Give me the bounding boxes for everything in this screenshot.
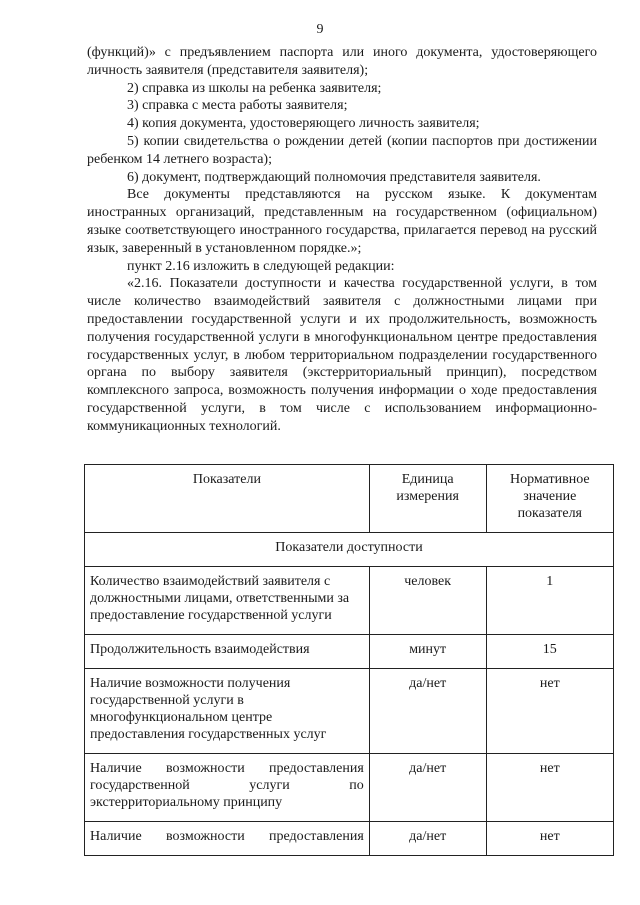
paragraph: 2) справка из школы на ребенка заявителя;	[127, 80, 382, 96]
unit-cell: да/нет	[369, 669, 486, 754]
paragraph: пункт 2.16 изложить в следующей редакции:	[127, 258, 395, 274]
paragraph: Все документы представляются на русском языке. К документам иностранных организаций, представленным на государственном (официальном) языке соответствующего иностранного государства, прилагается перевод на русский язык, заверенный в установленном порядке.»;	[87, 187, 597, 256]
unit-cell: да/нет	[369, 822, 486, 856]
indicator-cell: Наличие возможности получения государственной услуги в многофункциональном центре предоставления государственных услуг	[85, 669, 370, 754]
indicator-cell: Продолжительность взаимодействия	[85, 635, 370, 669]
paragraph: 5) копии свидетельства о рождении детей (копии паспортов при достижении ребенком 14 летнего возраста);	[87, 133, 597, 167]
paragraph: 6) документ, подтверждающий полномочия представителя заявителя.	[127, 169, 541, 185]
value-cell: нет	[486, 754, 613, 822]
unit-cell: минут	[369, 635, 486, 669]
value-cell: нет	[486, 822, 613, 856]
value-cell: 1	[486, 567, 613, 635]
indicators-table	[84, 464, 614, 856]
page-number: 9	[316, 22, 324, 37]
table-row	[85, 669, 614, 754]
header-value: Нормативное значение показателя	[486, 465, 613, 533]
paragraph: «2.16. Показатели доступности и качества государственной услуги, в том числе количество взаимодействий заявителя с должностными лицами при предоставлении государственной услуги и их продолжительность, возможность получения государственной услуги в многофункциональном центре предоставления государственных услуг, в любом территориальном подразделении государственного органа по выбору заявителя (экстерриториальный принцип), посредством комплексного запроса, возможность получения информации о ходе предоставления государственной услуги, в том числе с использованием информационно-коммуникационных технологий.	[87, 276, 597, 434]
table-row	[85, 822, 614, 856]
header-unit: Единица измерения	[369, 465, 486, 533]
header-indicator: Показатели	[85, 465, 370, 533]
paragraph: 4) копия документа, удостоверяющего личность заявителя;	[127, 116, 480, 132]
value-cell: нет	[486, 669, 613, 754]
section-title: Показатели доступности	[85, 533, 614, 567]
indicator-cell: Наличие возможности предоставления государственной услуги по экстерриториальному принципу	[85, 754, 370, 822]
table-row	[85, 754, 614, 822]
unit-cell: да/нет	[369, 754, 486, 822]
body-text	[87, 44, 597, 436]
indicator-cell: Количество взаимодействий заявителя с должностными лицами, ответственными за предоставление государственной услуги	[85, 567, 370, 635]
table-header-row	[85, 465, 614, 533]
paragraph: (функций)» с предъявлением паспорта или иного документа, удостоверяющего личность заявителя (представителя заявителя);	[87, 45, 597, 78]
value-cell: 15	[486, 635, 613, 669]
table-section-row	[85, 533, 614, 567]
table-row	[85, 635, 614, 669]
unit-cell: человек	[369, 567, 486, 635]
table-row	[85, 567, 614, 635]
indicator-cell: Наличие возможности предоставления	[85, 822, 370, 856]
paragraph: 3) справка с места работы заявителя;	[127, 98, 348, 114]
